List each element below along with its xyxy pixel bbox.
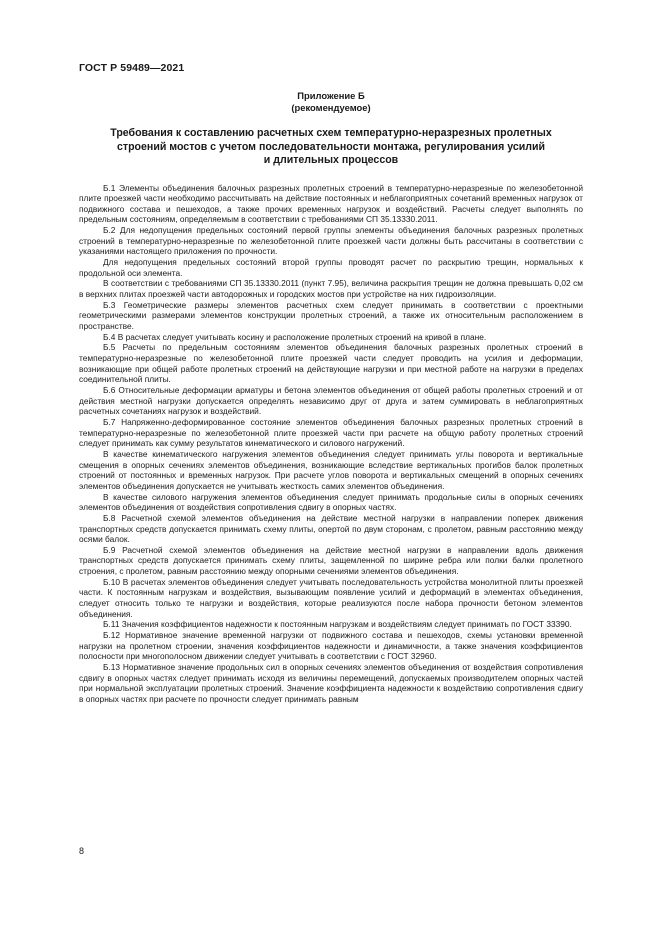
heading-line: строений мостов с учетом последовательности монтажа, регулирования усилий: [117, 140, 545, 153]
paragraph-b11: Б.11 Значения коэффициентов надежности к постоянным нагрузкам и воздействиям следует принимать по ГОСТ 33390.: [103, 619, 572, 630]
paragraph: В качестве силового нагружения элементов объединения следует принимать продольные силы в опорных сечениях элементов объединения от воздействия сопротивления сдвигу в опорных частях.: [79, 491, 583, 513]
paragraph-b10: Б.10 В расчетах элементов объединения следует учитывать последовательность устройства монолитной плиты проезжей части. К постоянным нагрузкам и воздействия, вызывающим появление усилий и деформаций в элементах объединения, следует относить только те нагрузки и воздействия, которые реализуются после набора прочности бетоном элементов объединения.: [79, 576, 583, 619]
annex-title-block: [79, 90, 583, 113]
paragraph-b1: Б.1 Элементы объединения балочных разрезных пролетных строений в температурно-неразрезные по железобетонной плите проезжей части необходимо рассчитывать на действие постоянных и неблагоприятных сочетаний временных нагрузок от подвижного состава и пешеходов, а также прочих временных нагрузок и воздействий. Расчеты следует выполнять по предельным состояниям, определяемым в соответствии с требованиями СП 35.13330.2011.: [79, 182, 583, 225]
body-text: [79, 183, 583, 705]
paragraph: В качестве кинематического нагружения элементов объединения следует принимать углы поворота и вертикальные смещения в опорных сечениях элементов объединения, возникающие вследствие вертикальных прогибов балок пролетных строений от постоянных и временных нагрузок. При расчете углов поворота и вертикальных смещений в опорных сечениях элементов объединения допускается не учитывать жесткость самих элементов объединения.: [79, 448, 583, 491]
paragraph-b9: Б.9 Расчетной схемой элементов объединения на действие местной нагрузки в направлении вдоль движения транспортных средств допускается принимать схему плиты, защемленной по ширине ребра или полки балки пролетного строения, с пролетом, равным расстоянию между опорными сечениями элементов объединения.: [79, 544, 583, 577]
paragraph-b7: Б.7 Напряженно-деформированное состояние элементов объединения балочных разрезных пролетных строений в температурно-неразрезные по железобетонной плите проезжей части при расчете на общую работу пролетных строений следует принимать как сумму результатов кинематического и силового нагружений.: [79, 416, 583, 449]
page-number: 8: [79, 846, 85, 856]
paragraph-b13: Б.13 Нормативное значение продольных сил в опорных сечениях элементов объединения от воздействия сопротивления сдвигу в опорных частях следует принимать исходя из величины перемещений, допускаемых производителем опорных частей при нормальной эксплуатации пролетных строений. Значение коэффициента надежности к воздействию сопротивления сдвигу в опорных частях при расчете по прочности следует принимать равным: [79, 662, 583, 704]
paragraph-b3: Б.3 Геометрические размеры элементов расчетных схем следует принимать в соответствии с проектными геометрическими размерами элементов конструкции пролетных строений, а также их относительным расположением в пространстве.: [79, 299, 583, 332]
heading-line: и длительных процессов: [263, 154, 399, 166]
paragraph: Для недопущения предельных состояний второй группы проводят расчет по раскрытию трещин, нормальных к продольной оси элемента.: [79, 257, 583, 278]
annex-title: Приложение Б: [297, 90, 365, 101]
heading-line: Требования к составлению расчетных схем температурно-неразрезных пролетных: [110, 127, 552, 139]
paragraph-b4: Б.4 В расчетах следует учитывать косину и расположение пролетных строений на кривой в плане.: [103, 331, 487, 342]
annex-heading: [79, 127, 583, 168]
annex-status: (рекомендуемое): [291, 101, 371, 113]
paragraph: В соответствии с требованиями СП 35.13330.2011 (пункт 7.95), величина раскрытия трещин не должна превышать 0,02 см в верхних плитах проезжей части автодорожных и городских мостов при устройстве на них гидроизоляции.: [79, 278, 583, 300]
paragraph-b8: Б.8 Расчетной схемой элементов объединения на действие местной нагрузки в направлении поперек движения транспортных средств допускается принимать схему плиты, опертой по двум сторонам, с пролетом, равным расстоянию между осями балок.: [79, 512, 583, 545]
paragraph-b5: Б.5 Расчеты по предельным состояниям элементов объединения балочных разрезных пролетных строений в температурно-неразрезные по железобетонной плите проезжей части следует проводить на усилия и деформации, возникающие при общей работе пролетных строений на действующие нагрузки и при местной работе на нагрузки в пределах соединительной плиты.: [79, 342, 583, 385]
paragraph-b12: Б.12 Нормативное значение временной нагрузки от подвижного состава и пешеходов, схемы установки временной нагрузки на пролетном строении, значения коэффициентов надежности и динамичности, а также значения коэффициентов полосности при многополосном движении следует учитывать в соответствии с ГОСТ 32960.: [79, 630, 583, 662]
paragraph-b6: Б.6 Относительные деформации арматуры и бетона элементов объединения от общей работы пролетных строений и от действия местной нагрузки допускается определять независимо друг от друга и затем суммировать в неблагоприятных расчетных сочетаниях нагрузок и воздействий.: [79, 384, 583, 417]
paragraph-b2: Б.2 Для недопущения предельных состояний первой группы элементы объединения балочных разрезных пролетных строений в температурно-неразрезные по железобетонной плите проезжей части должны быть рассчитаны в соответствии с указаниями настоящего приложения по прочности.: [79, 225, 583, 257]
standard-header: ГОСТ Р 59489—2021: [79, 62, 185, 74]
